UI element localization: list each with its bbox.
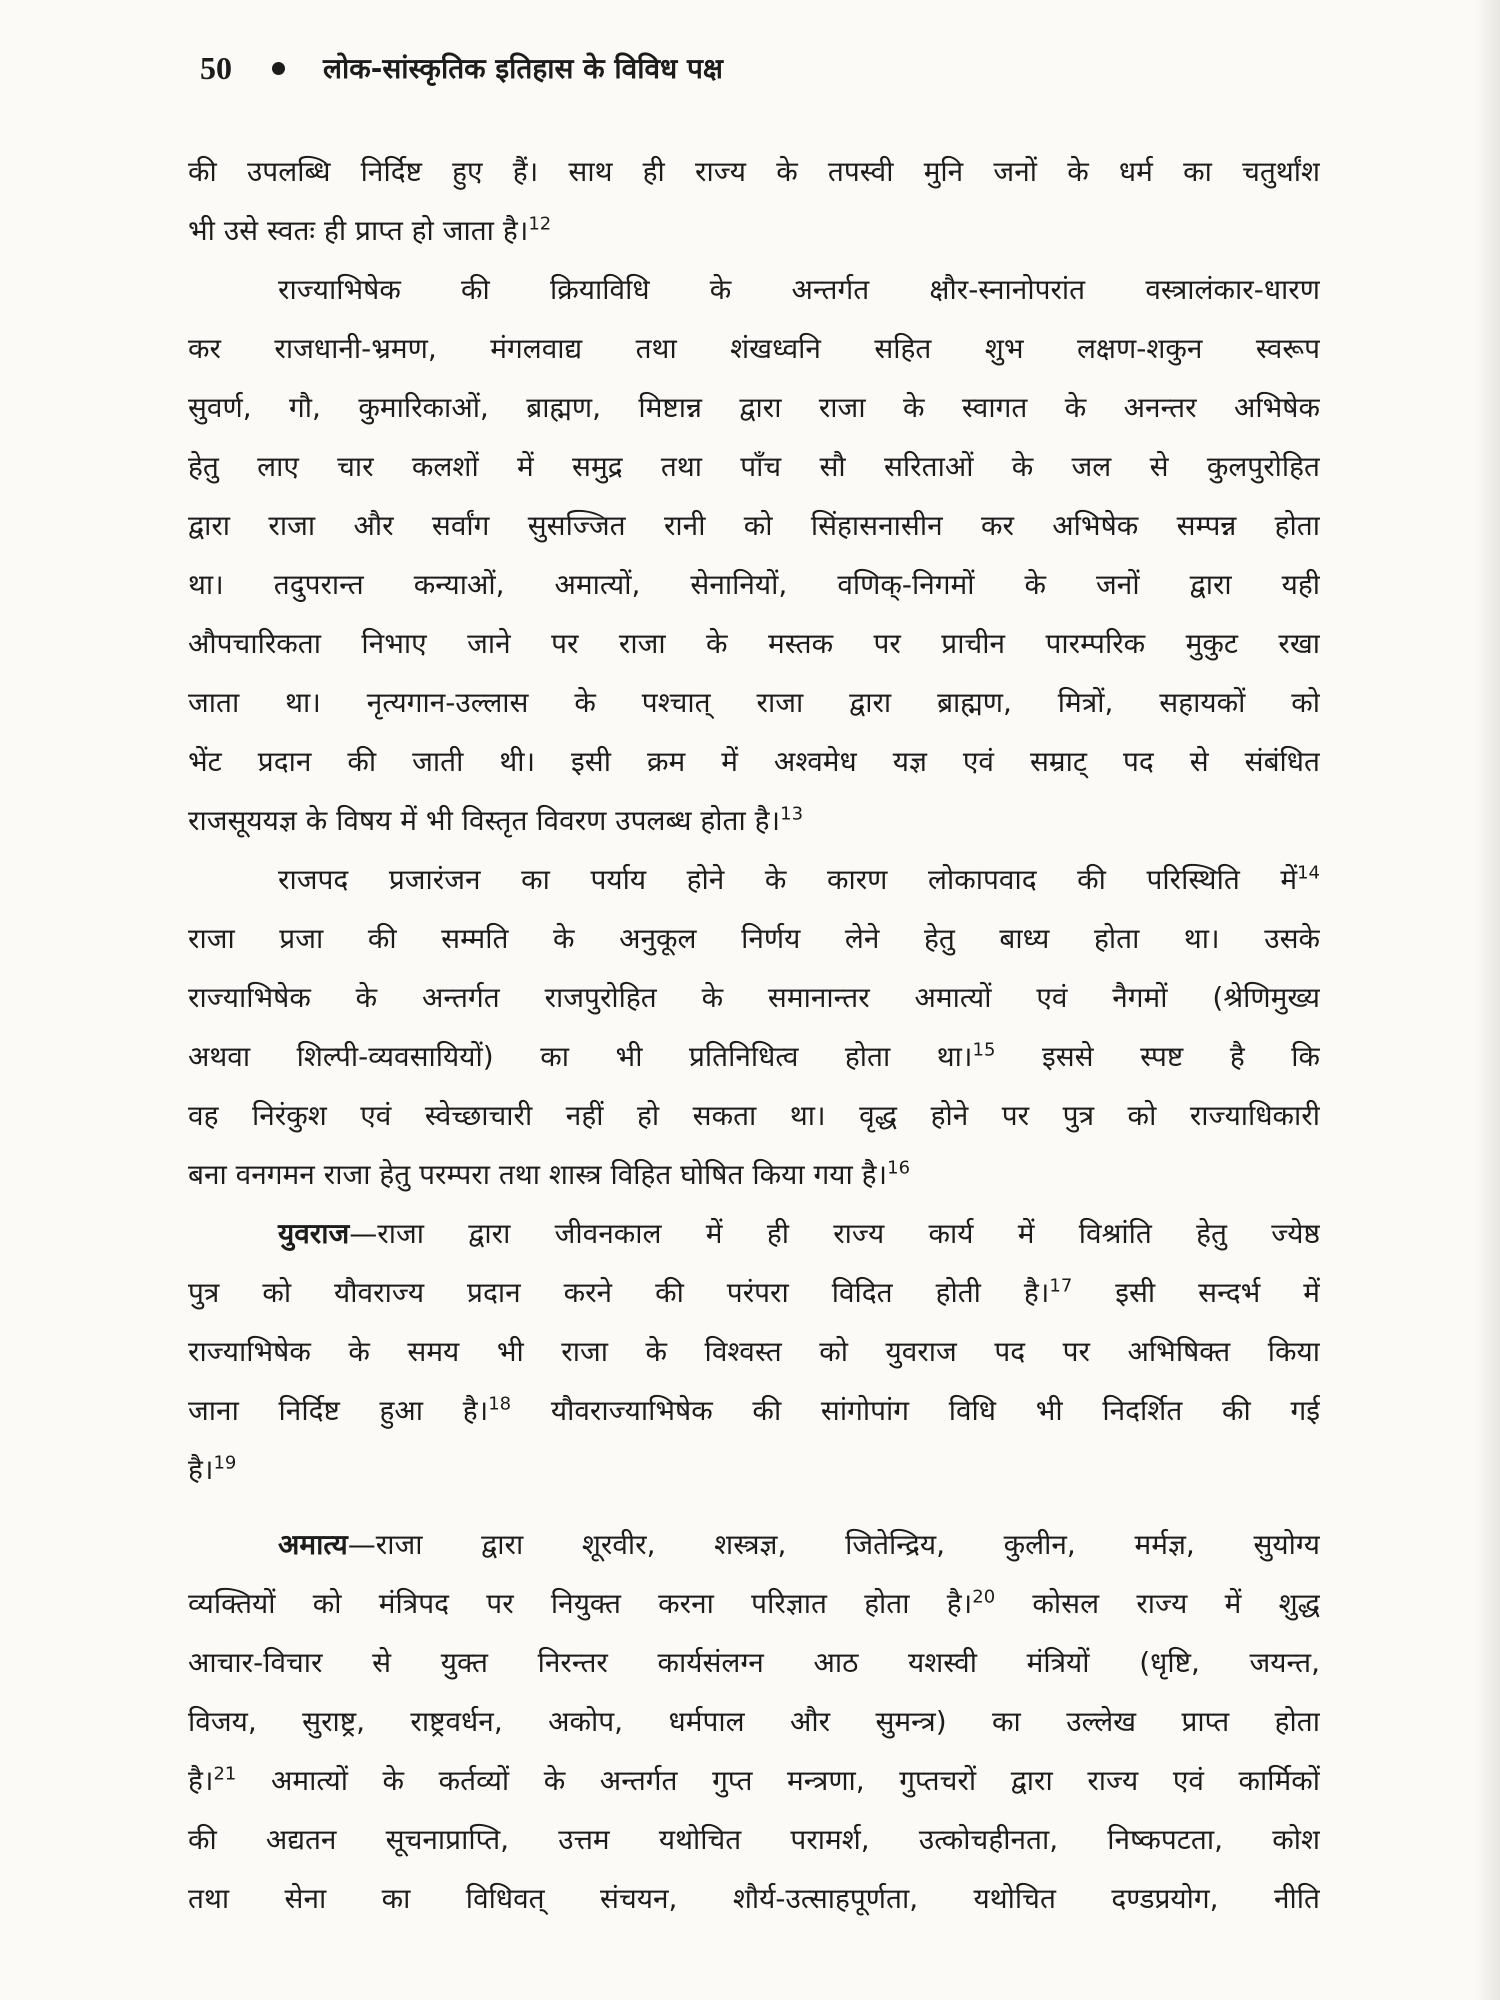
line-text: इसी सन्दर्भ में bbox=[1072, 1276, 1320, 1309]
line-text: विजय, सुराष्ट्र, राष्ट्रवर्धन, अकोप, धर्मपाल और सुमन्त्र) का उल्लेख प्राप्त होता bbox=[188, 1705, 1320, 1738]
line-text: कोसल राज्य में शुद्ध bbox=[995, 1587, 1320, 1620]
line-text: अमात्यों के कर्तव्यों के अन्तर्गत गुप्त मन्त्रणा, गुप्तचरों द्वारा राज्य एवं कार्मिकों bbox=[236, 1764, 1320, 1797]
text-line bbox=[188, 1263, 1320, 1322]
line-text: वह निरंकुश एवं स्वेच्छाचारी नहीं हो सकता था। वृद्ध होने पर पुत्र को राज्याधिकारी bbox=[188, 1099, 1320, 1132]
footnote-marker: 14 bbox=[1297, 862, 1320, 884]
text-line bbox=[188, 1204, 1320, 1263]
page-edge-shadow bbox=[1474, 0, 1500, 2000]
text-line bbox=[188, 968, 1320, 1027]
footnote-marker: 12 bbox=[528, 213, 552, 235]
footnote-marker: 15 bbox=[972, 1039, 996, 1061]
text-line bbox=[188, 378, 1320, 437]
text-line bbox=[188, 850, 1320, 909]
line-text: है। bbox=[188, 1764, 214, 1797]
text-line bbox=[188, 496, 1320, 555]
text-line bbox=[188, 1692, 1320, 1751]
line-text: है। bbox=[188, 1453, 214, 1486]
text-line bbox=[188, 555, 1320, 614]
text-line bbox=[188, 673, 1320, 732]
section-term-yuvraj: युवराज bbox=[278, 1217, 350, 1250]
footnote-marker: 21 bbox=[213, 1763, 237, 1785]
line-text: राजा प्रजा की सम्मति के अनुकूल निर्णय लेने हेतु बाध्य होता था। उसके bbox=[188, 922, 1320, 955]
line-text: बना वनगमन राजा हेतु परम्परा तथा शास्त्र विहित घोषित किया गया है। bbox=[188, 1158, 888, 1191]
text-line bbox=[188, 1381, 1320, 1440]
line-text: था। तदुपरान्त कन्याओं, अमात्यों, सेनानियों, वणिक्-निगमों के जनों द्वारा यही bbox=[188, 568, 1320, 601]
footnote-marker: 16 bbox=[887, 1157, 911, 1179]
line-text: व्यक्तियों को मंत्रिपद पर नियुक्त करना परिज्ञात होता है। bbox=[188, 1587, 973, 1620]
line-text: इससे स्पष्ट है कि bbox=[995, 1040, 1320, 1073]
body-text bbox=[188, 142, 1320, 1928]
line-text: की उपलब्धि निर्दिष्ट हुए हैं। साथ ही राज्य के तपस्वी मुनि जनों के धर्म का चतुर्थांश bbox=[188, 155, 1320, 188]
line-text: अथवा शिल्पी-व्यवसायियों) का भी प्रतिनिधित्व होता था। bbox=[188, 1040, 973, 1073]
page-number: 50 bbox=[200, 49, 232, 86]
section-term-amatya: अमात्य bbox=[278, 1528, 348, 1561]
line-text: सुवर्ण, गौ, कुमारिकाओं, ब्राह्मण, मिष्टान्न द्वारा राजा के स्वागत के अनन्तर अभिषेक bbox=[188, 391, 1320, 424]
text-line bbox=[188, 732, 1320, 791]
line-text: आचार-विचार से युक्त निरन्तर कार्यसंलग्न आठ यशस्वी मंत्रियों (धृष्टि, जयन्त, bbox=[188, 1646, 1320, 1679]
text-line bbox=[188, 1751, 1320, 1810]
text-line bbox=[188, 909, 1320, 968]
line-text: राजपद प्रजारंजन का पर्याय होने के कारण लोकापवाद की परिस्थिति में bbox=[278, 863, 1298, 896]
running-title: लोक-सांस्कृतिक इतिहास के विविध पक्ष bbox=[323, 52, 723, 85]
line-text: जाना निर्दिष्ट हुआ है। bbox=[188, 1394, 489, 1427]
line-text: यौवराज्याभिषेक की सांगोपांग विधि भी निदर्शित की गई bbox=[511, 1394, 1320, 1427]
text-line bbox=[188, 1086, 1320, 1145]
footnote-marker: 18 bbox=[488, 1393, 512, 1415]
footnote-marker: 17 bbox=[1049, 1275, 1073, 1297]
text-line bbox=[188, 201, 1320, 260]
line-text: तथा सेना का विधिवत् संचयन, शौर्य-उत्साहपूर्णता, यथोचित दण्डप्रयोग, नीति bbox=[188, 1882, 1320, 1915]
line-text: हेतु लाए चार कलशों में समुद्र तथा पाँच सौ सरिताओं के जल से कुलपुरोहित bbox=[188, 450, 1320, 483]
text-line bbox=[188, 614, 1320, 673]
text-line bbox=[188, 1440, 1320, 1499]
footnote-marker: 19 bbox=[213, 1452, 237, 1474]
text-line bbox=[188, 791, 1320, 850]
line-text: द्वारा राजा और सर्वांग सुसज्जित रानी को सिंहासनासीन कर अभिषेक सम्पन्न होता bbox=[188, 509, 1320, 542]
footnote-marker: 13 bbox=[780, 803, 804, 825]
line-text: राज्याभिषेक की क्रियाविधि के अन्तर्गत क्षौर-स्नानोपरांत वस्त्रालंकार-धारण bbox=[278, 273, 1320, 306]
text-line bbox=[188, 1869, 1320, 1928]
line-text: —राजा द्वारा शूरवीर, शस्त्रज्ञ, जितेन्द्रिय, कुलीन, मर्मज्ञ, सुयोग्य bbox=[347, 1528, 1320, 1561]
text-line bbox=[188, 1027, 1320, 1086]
page-header bbox=[200, 38, 1320, 98]
text-line bbox=[188, 260, 1320, 319]
text-line bbox=[188, 437, 1320, 496]
header-bullet-icon bbox=[272, 62, 285, 75]
text-line bbox=[188, 1574, 1320, 1633]
footnote-marker: 20 bbox=[972, 1586, 996, 1608]
text-line bbox=[188, 1515, 1320, 1574]
text-line bbox=[188, 1633, 1320, 1692]
line-text: राजसूययज्ञ के विषय में भी विस्तृत विवरण उपलब्ध होता है। bbox=[188, 804, 781, 837]
text-line bbox=[188, 1810, 1320, 1869]
text-line bbox=[188, 319, 1320, 378]
line-text: औपचारिकता निभाए जाने पर राजा के मस्तक पर प्राचीन पारम्परिक मुकुट रखा bbox=[188, 627, 1320, 660]
line-text: भी उसे स्वतः ही प्राप्त हो जाता है। bbox=[188, 214, 529, 247]
line-text: राज्याभिषेक के अन्तर्गत राजपुरोहित के समानान्तर अमात्यों एवं नैगमों (श्रेणिमुख्य bbox=[188, 981, 1320, 1014]
line-text: पुत्र को यौवराज्य प्रदान करने की परंपरा विदित होती है। bbox=[188, 1276, 1050, 1309]
line-text: राज्याभिषेक के समय भी राजा के विश्वस्त को युवराज पद पर अभिषिक्त किया bbox=[188, 1335, 1320, 1368]
text-line bbox=[188, 1322, 1320, 1381]
text-line bbox=[188, 142, 1320, 201]
line-text: —राजा द्वारा जीवनकाल में ही राज्य कार्य में विश्रांति हेतु ज्येष्ठ bbox=[349, 1217, 1320, 1250]
line-text: कर राजधानी-भ्रमण, मंगलवाद्य तथा शंखध्वनि सहित शुभ लक्षण-शकुन स्वरूप bbox=[188, 332, 1320, 365]
line-text: की अद्यतन सूचनाप्राप्ति, उत्तम यथोचित परामर्श, उत्कोचहीनता, निष्कपटता, कोश bbox=[188, 1823, 1320, 1856]
text-line bbox=[188, 1145, 1320, 1204]
line-text: भेंट प्रदान की जाती थी। इसी क्रम में अश्वमेध यज्ञ एवं सम्राट् पद से संबंधित bbox=[188, 745, 1320, 778]
line-text: जाता था। नृत्यगान-उल्लास के पश्चात् राजा द्वारा ब्राह्मण, मित्रों, सहायकों को bbox=[188, 686, 1320, 719]
